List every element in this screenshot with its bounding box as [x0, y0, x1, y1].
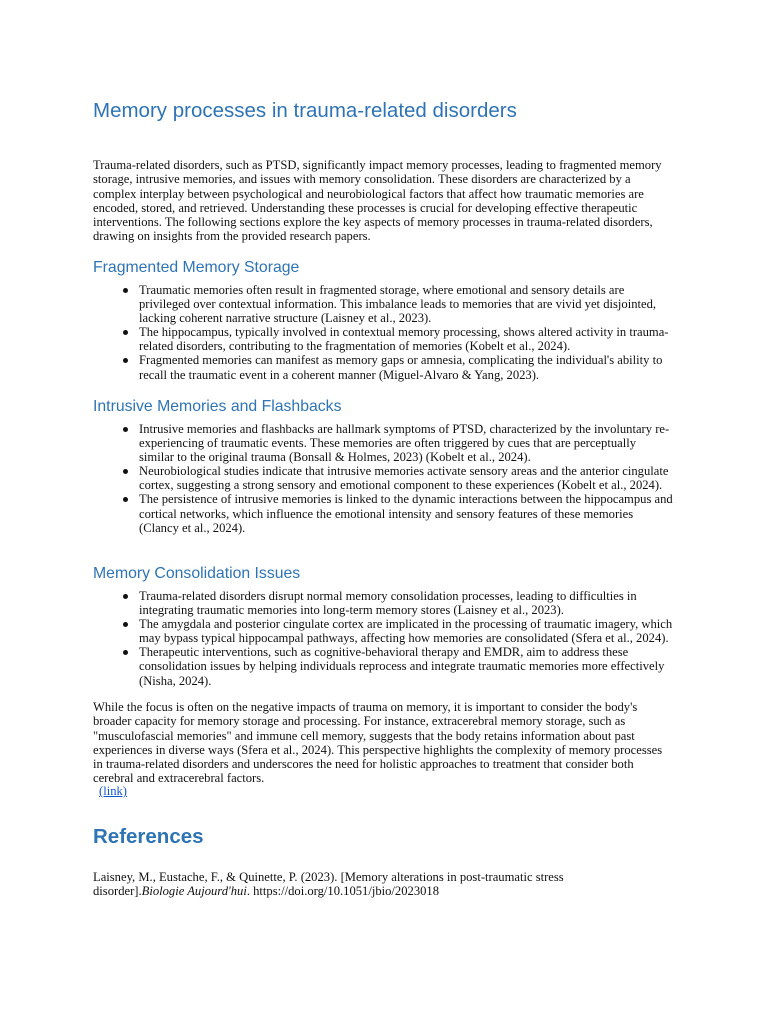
list-item: Neurobiological studies indicate that intrusive memories activate sensory areas and the anterior cingulate cortex, suggesting a strong sensory and emotional component to these experiences (Kobelt et al., 2024). [139, 464, 674, 492]
fragmented-memory-list [139, 283, 674, 382]
bullet-icon [123, 288, 128, 293]
bullet-icon [123, 497, 128, 502]
reference-journal: Biologie Aujourd'hui [141, 884, 247, 899]
page-title: Memory processes in trauma-related disorders [93, 99, 517, 122]
list-item: The persistence of intrusive memories is linked to the dynamic interactions between the hippocampus and cortical networks, which influence the emotional intensity and sensory features of these memories (Clancy et al., 2024). [139, 492, 674, 534]
bullet-icon [123, 650, 128, 655]
reference-entry [93, 870, 633, 899]
source-link[interactable]: (link) [99, 784, 127, 798]
list-item: Therapeutic interventions, such as cognitive-behavioral therapy and EMDR, aim to address these consolidation issues by helping individuals reprocess and integrate traumatic memories more effectively (Nisha, 2024). [139, 645, 674, 687]
bullet-icon [123, 427, 128, 432]
list-item: Trauma-related disorders disrupt normal memory consolidation processes, leading to difficulties in integrating traumatic memories into long-term memory stores (Laisney et al., 2023). [139, 589, 674, 617]
list-item: Intrusive memories and flashbacks are hallmark symptoms of PTSD, characterized by the involuntary re-experiencing of traumatic events. These memories are often triggered by cues that are perceptually similar to the original trauma (Bonsall & Holmes, 2023) (Kobelt et al., 2024). [139, 422, 674, 464]
intro-paragraph: Trauma-related disorders, such as PTSD, significantly impact memory processes, leading to fragmented memory storage, intrusive memories, and issues with memory consolidation. These disorders are characterized by a complex interplay between psychological and neurobiological factors that affect how traumatic memories are encoded, stored, and retrieved. Understanding these processes is crucial for developing effective therapeutic interventions. The following sections explore the key aspects of memory processes in trauma-related disorders, drawing on insights from the provided research papers. [93, 158, 662, 244]
list-item: Traumatic memories often result in fragmented storage, where emotional and sensory details are privileged over contextual information. This imbalance leads to memories that are vivid yet disjointed, lacking coherent narrative structure (Laisney et al., 2023). [139, 283, 674, 325]
bullet-icon [123, 594, 128, 599]
memory-consolidation-list [139, 589, 674, 688]
list-item: The hippocampus, typically involved in contextual memory processing, shows altered activity in trauma-related disorders, contributing to the fragmentation of memories (Kobelt et al., 2024). [139, 325, 674, 353]
section-heading-fragmented-memory: Fragmented Memory Storage [93, 259, 300, 276]
section-heading-intrusive-memories: Intrusive Memories and Flashbacks [93, 398, 342, 415]
bullet-icon [123, 358, 128, 363]
reference-doi: . https://doi.org/10.1051/jbio/2023018 [246, 884, 440, 899]
list-item: The amygdala and posterior cingulate cortex are implicated in the processing of traumatic imagery, which may bypass typical hippocampal pathways, affecting how memories are consolidated (Sfera et al., 2024). [139, 617, 674, 645]
reference-authors: Laisney, M., Eustache, F., & Quinette, P. (2023). [Memory alterations in post-traumatic stress disorder]. [93, 870, 564, 899]
bullet-icon [123, 330, 128, 335]
bullet-icon [123, 622, 128, 627]
closing-paragraph: While the focus is often on the negative impacts of trauma on memory, it is important to consider the body's broader capacity for memory storage and processing. For instance, extracerebral memory storage, such as "musculofascial memories" and immune cell memory, suggests that the body retains information about past experiences in diverse ways (Sfera et al., 2024). This perspective highlights the complexity of memory processes in trauma-related disorders and underscores the need for holistic approaches to treatment that consider both cerebral and extracerebral factors. [93, 700, 663, 786]
intrusive-memories-list [139, 422, 674, 535]
list-item: Fragmented memories can manifest as memory gaps or amnesia, complicating the individual's ability to recall the traumatic event in a coherent manner (Miguel-Alvaro & Yang, 2023). [139, 353, 674, 381]
section-heading-memory-consolidation: Memory Consolidation Issues [93, 565, 301, 582]
references-heading: References [93, 825, 204, 848]
bullet-icon [123, 469, 128, 474]
